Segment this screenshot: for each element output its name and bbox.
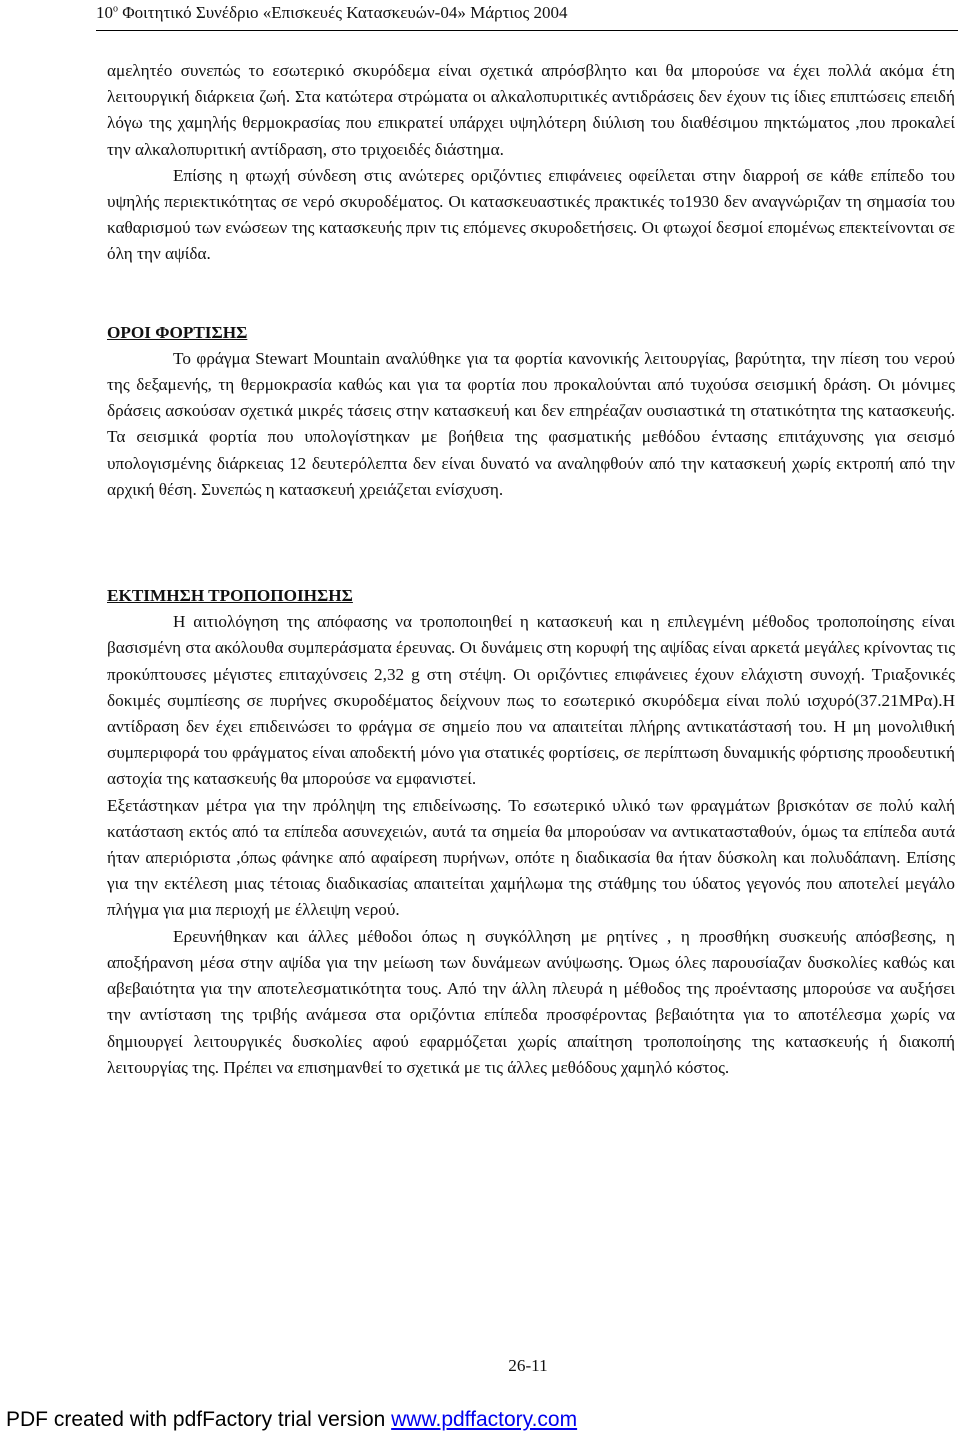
- spacer: [107, 555, 955, 583]
- spacer: [107, 268, 955, 320]
- header-title: Φοιτητικό Συνέδριο «Επισκευές Κατασκευών-04» Μάρτιος 2004: [118, 3, 568, 22]
- footer-link[interactable]: www.pdffactory.com: [391, 1408, 578, 1431]
- section-assessment-paragraph-3: Ερευνήθηκαν και άλλες μέθοδοι όπως η συγκόλληση με ρητίνες , η προσθήκη συσκευής απόσβεσης, η αποξήρανση μέσα στην αψίδα για την μείωση των δυνάμεων ανύψωσης. Όμως όλες παρουσίαζαν δυσκολίες καθώς και αβεβαιότητα για την αποτελεσματικότητα τους. Από την άλλη πλευρά η μέθοδος της προέντασης μπορούσε να αυξήσει την αντίσταση της τριβής ανάμεσα στα οριζόντια επίπεδα προσφέροντας βεβαιότητα για το αποτέλεσμα χωρίς να δημιουργεί λειτουργικές δυσκολίες αφού εφαρμόζεται χωρίς απαίτηση τροποποίησης της κατασκευής ή διακοπή λειτουργίας της. Πρέπει να επισημανθεί το σχετικά με τις άλλες μεθόδους χαμηλό κόστος.: [107, 926, 955, 1077]
- section-heading-loading: ΟΡΟΙ ΦΟΡΤΙΣΗΣ: [107, 322, 248, 342]
- footer-text: PDF created with pdfFactory trial version: [6, 1408, 392, 1431]
- section-heading-assessment: ΕΚΤΙΜΗΣΗ ΤΡΟΠΟΠΟΙΗΣΗΣ: [107, 586, 353, 606]
- page-body: [107, 58, 955, 1081]
- spacer: [107, 503, 955, 555]
- section-assessment-paragraph-1: Η αιτιολόγηση της απόφασης να τροποποιηθεί η κατασκευή και η επιλεγμένη μέθοδος τροποποίησης είναι βασισμένη στα ακόλουθα συμπεράσματα έρευνας. Οι δυνάμεις στη κορυφή της αψίδας είναι αρκετά μεγάλες κρίνοντας τις προκύπτουσες μέγιστες επιταχύνσεις 2,32 g στη στέψη. Οι οριζόντιες επιφάνειες έχουν ελάχιστη συνοχή. Τριαξονικές δοκιμές συμπίεσης σε πυρήνες σκυροδέματος δείχνουν πως το εσωτερικό σκυρόδεμα είναι πολύ ισχυρό(37.21MPα).Η αντίδραση δεν έχει επιδεινώσει το φράγμα σε σημείο που να απαιτείται πλήρης αντικατάστασή του. Η μη μονολιθική συμπεριφορά του φράγματος είναι αποδεκτή μόνο για στατικές φορτίσεις, σε περίπτωση δυναμικής φόρτισης προοδευτική αστοχία της κατασκευής θα μπορούσε να εμφανιστεί.: [107, 612, 955, 789]
- pdf-footer: [6, 1408, 577, 1432]
- header-divider: [96, 30, 958, 31]
- header-edition-number: 10: [96, 3, 113, 22]
- intro-paragraph-2: Επίσης η φτωχή σύνδεση στις ανώτερες οριζόντιες επιφάνειες οφείλεται στην διαρροή σε κάθε επίπεδο του υψηλής περιεκτικότητας σε νερό σκυροδέματος. Οι κατασκευαστικές πρακτικές το1930 δεν αναγνώριζαν τη σημασία του καθαρισμού των ενώσεων της κατασκευής πριν τις επόμενες σκυροδετήσεις. Οι φτωχοί δεσμοί επομένως επεκτείνονται σε όλη την αψίδα.: [107, 165, 955, 264]
- page-number: 26-11: [508, 1356, 548, 1375]
- section-assessment-paragraph-2: Εξετάστηκαν μέτρα για την πρόληψη της επιδείνωσης. Το εσωτερικό υλικό των φραγμάτων βρισκόταν σε πολύ καλή κατάσταση εκτός από τα επίπεδα ασυνεχειών, αυτά τα σημεία θα μπορούσαν να αντικατασταθούν, όμως τα επίπεδα αυτά ήταν απεριόριστα ,όπως φάνηκε από αφαίρεση πυρήνων, οπότε η διαδικασία θα ήταν δύσκολη και πολυδάπανη. Επίσης για την εκτέλεση μιας τέτοιας διαδικασίας απαιτείται χαμήλωμα της στάθμης του ύδατος γεγονός που αποτελεί μεγάλο πλήγμα για μια περιοχή με έλλειψη νερού.: [107, 795, 955, 920]
- header-ordinal-suffix: ο: [113, 3, 118, 15]
- intro-paragraph-1: αμελητέο συνεπώς το εσωτερικό σκυρόδεμα είναι σχετικά απρόσβλητο και θα μπορούσε να έχει πολλά ακόμα έτη λειτουργική διάρκεια ζωή. Στα κατώτερα στρώματα οι αλκαλοπυριτικές αντιδράσεις δεν έχουν τις ίδιες επιπτώσεις επειδή λόγω της χαμηλής θερμοκρασίας που επικρατεί υπάρχει υψηλότερη διύλιση του διαθέσιμου πηκτώματος ,που προκαλεί την αλκαλοπυριτική αντίδραση, στο τριχοειδές διάστημα.: [107, 61, 955, 159]
- running-header: [96, 2, 896, 24]
- section-loading-paragraph: Το φράγμα Stewart Mountain αναλύθηκε για τα φορτία κανονικής λειτουργίας, βαρύτητα, την πίεση του νερού της δεξαμενής, τη θερμοκρασία καθώς και για τα φορτία που προκαλούνται από τυχούσα σεισμική δράση. Οι μόνιμες δράσεις ασκούσαν σχετικά μικρές τάσεις στην κατασκευή και δεν επηρέαζαν ουσιαστικά τη στατικότητα της κατασκευής. Τα σεισμικά φορτία που υπολογίστηκαν με βοήθεια της φασματικής μεθόδου έντασης επιτάχυνσης για σεισμό υπολογισμένης διάρκειας 12 δευτερόλεπτα δεν είναι δυνατό να αναληφθούν από την κατασκευή χωρίς εκτροπή από την αρχική θέση. Συνεπώς η κατασκευή χρειάζεται ενίσχυση.: [107, 348, 955, 499]
